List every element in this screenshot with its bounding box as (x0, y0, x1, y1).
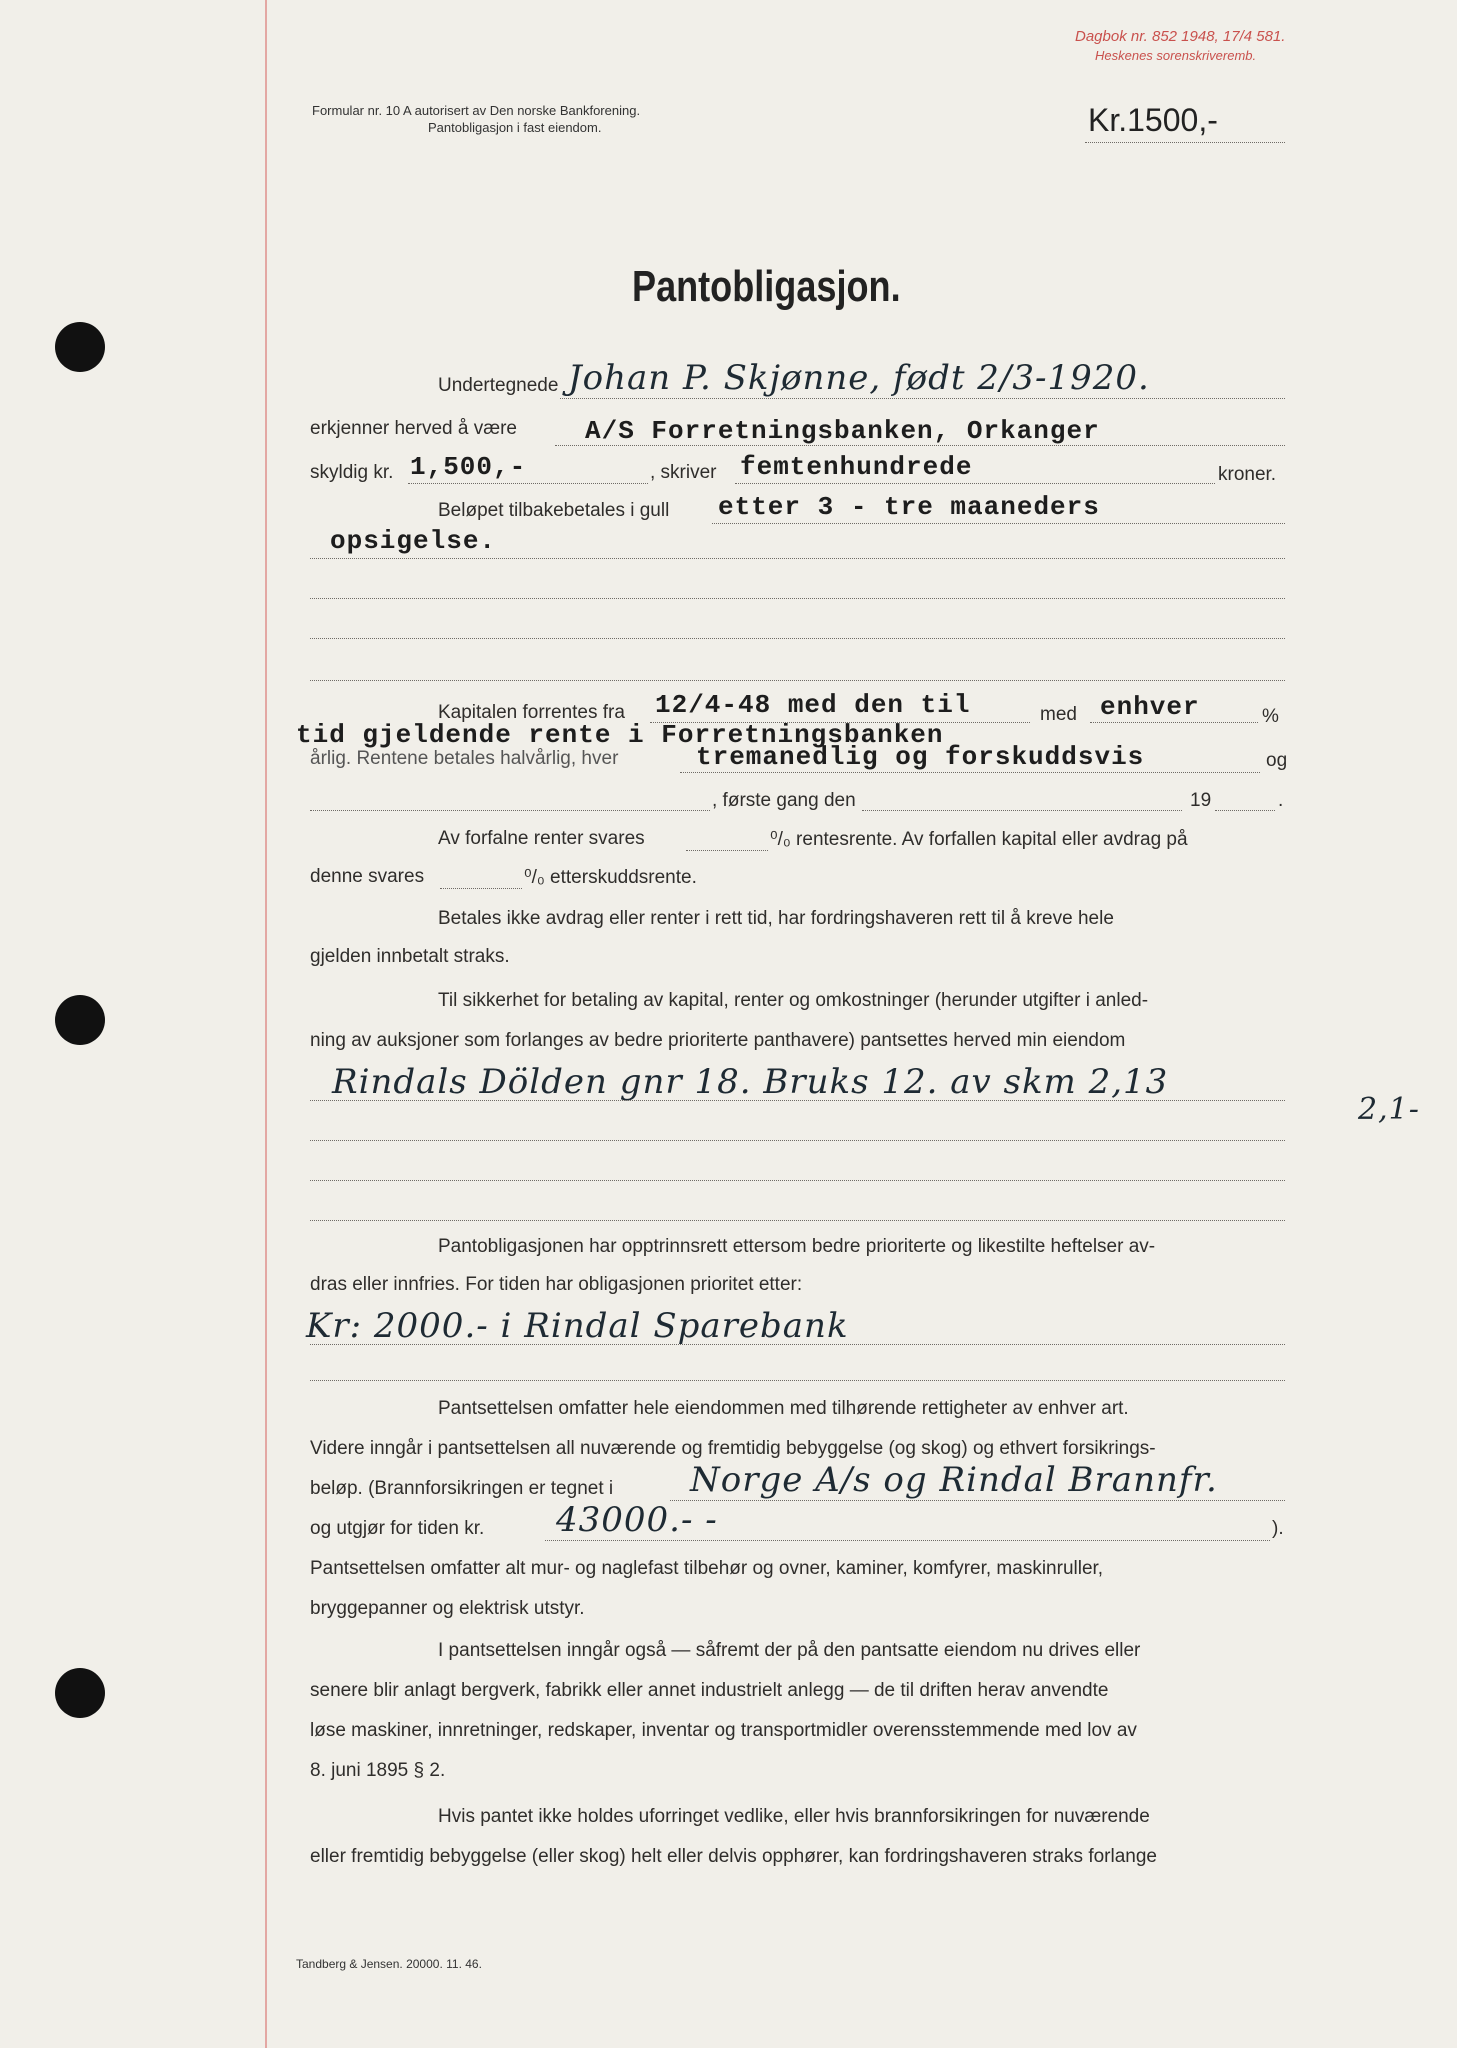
property-handwritten-2: 2,1- (1358, 1092, 1420, 1127)
rule (555, 445, 1285, 446)
rule (862, 810, 1182, 811)
p2-line2: gjelden innbetalt straks. (310, 946, 510, 967)
signer-handwritten: Johan P. Skjønne, født 2/3-1920. (568, 358, 1150, 398)
belopet-typed-2: opsigelse. (330, 526, 497, 556)
registry-stamp-top: Dagbok nr. 852 1948, 17/4 581. (1075, 28, 1286, 45)
arlig-label: årlig. Rentene betales halvårlig, hver (310, 748, 619, 769)
rule (310, 680, 1285, 681)
document-title: Pantobligasjon. (632, 262, 901, 311)
tremaned-typed: tremanedlig og forskuddsvis (696, 742, 1145, 772)
p1-line1-b: ⁰/₀ rentesrente. Av forfallen kapital eller avdrag på (770, 829, 1188, 850)
punch-hole-bottom (55, 1668, 105, 1718)
rule (310, 1140, 1285, 1141)
p4-line1: Pantobligasjonen har opptrinnsrett ettersom bedre prioriterte og likestilte heftelser av- (438, 1236, 1156, 1257)
insurer-handwritten: Norge A/s og Rindal Brannfr. (690, 1460, 1218, 1500)
med-label: med (1040, 704, 1077, 725)
rule (310, 638, 1285, 639)
printer-footer: Tandberg & Jensen. 20000. 11. 46. (296, 1957, 482, 1971)
skriver-words-typed: femtenhundrede (740, 452, 973, 482)
rule (310, 1100, 1285, 1101)
rule (310, 810, 710, 811)
rule (1215, 810, 1275, 811)
rule (1090, 722, 1258, 723)
p1-line2-b: ⁰/₀ etterskuddsrente. (524, 867, 697, 888)
rule (712, 523, 1285, 524)
undertegnede-label: Undertegnede (438, 375, 559, 396)
rule (310, 558, 1285, 559)
year-label: 19 (1190, 790, 1212, 811)
skyldig-label: skyldig kr. (310, 462, 394, 483)
p5-close-paren: ). (1272, 1518, 1284, 1539)
p2-line1: Betales ikke avdrag eller renter i rett tid, har fordringshaveren rett til å kreve hele (438, 908, 1114, 929)
p3-line1: Til sikkerhet for betaling av kapital, renter og omkostninger (herunder utgifter i anled- (438, 990, 1149, 1011)
p6-line2: senere blir anlagt bergverk, fabrikk eller annet industrielt anlegg — de til driften herav anvendte (310, 1680, 1109, 1701)
kapital-label: Kapitalen forrentes fra (438, 702, 625, 723)
p7-line1: Hvis pantet ikke holdes uforringet vedlike, eller hvis brannforsikringen for nuværende (438, 1806, 1150, 1827)
rule (686, 850, 768, 851)
rule (735, 483, 1215, 484)
rule (680, 772, 1260, 773)
p5-line4: og utgjør for tiden kr. (310, 1518, 485, 1539)
og-label: og (1266, 750, 1288, 771)
p6-line4: 8. juni 1895 § 2. (310, 1760, 446, 1781)
insured-amount-handwritten: 43000.- - (556, 1500, 718, 1540)
year-period: . (1278, 790, 1284, 811)
form-notice-line1: Formular nr. 10 A autorisert av Den norske Bankforening. (312, 103, 641, 118)
p7-line2: eller fremtidig bebyggelse (eller skog) helt eller delvis opphører, kan fordringshaveren straks forlange (310, 1846, 1157, 1867)
p1-line2-a: denne svares (310, 866, 425, 887)
skriver-label: , skriver (650, 462, 717, 483)
header-amount: Kr.1500,- (1088, 102, 1218, 138)
rule (670, 1500, 1285, 1501)
percent-sign: % (1262, 706, 1279, 727)
belopet-typed: etter 3 - tre maaneders (718, 492, 1100, 522)
punch-hole-top (55, 322, 105, 372)
p5-line5: Pantsettelsen omfatter alt mur- og naglefast tilbehør og ovner, kaminer, komfyrer, maskinruller, (310, 1558, 1104, 1579)
rule (560, 398, 1285, 399)
property-handwritten: Rindals Dölden gnr 18. Bruks 12. av skm 2,13 (332, 1062, 1169, 1102)
bank-typed: A/S Forretningsbanken, Orkanger (585, 416, 1100, 446)
rule (310, 1380, 1285, 1381)
forste-gang-label: , første gang den (712, 790, 856, 811)
rule (310, 1180, 1285, 1181)
priority-handwritten: Kr: 2000.- i Rindal Sparebank (306, 1306, 849, 1346)
rule (310, 1344, 1285, 1345)
p5-line6: bryggepanner og elektrisk utstyr. (310, 1598, 585, 1619)
rule (545, 1540, 1270, 1541)
p5-line2: Videre inngår i pantsettelsen all nuværende og fremtidig bebyggelse (og skog) og ethvert forsikrings- (310, 1438, 1156, 1459)
enhver-typed: enhver (1100, 692, 1200, 722)
rule (440, 888, 522, 889)
p5-line1: Pantsettelsen omfatter hele eiendommen med tilhørende rettigheter av enhver art. (438, 1398, 1129, 1419)
margin-line (265, 0, 267, 2048)
kapital-typed: 12/4-48 med den til (655, 690, 971, 720)
p6-line1: I pantsettelsen inngår også — såfremt der på den pantsatte eiendom nu drives eller (438, 1640, 1141, 1661)
rente-typed: tid gjeldende rente i Forretningsbanken (296, 720, 944, 750)
rule (310, 1220, 1285, 1221)
p4-line2: dras eller innfries. For tiden har obligasjonen prioritet etter: (310, 1274, 803, 1295)
p3-line2: ning av auksjoner som forlanges av bedre prioriterte panthavere) pantsettes herved min eiendom (310, 1030, 1126, 1051)
kroner-label: kroner. (1218, 464, 1277, 485)
p5-line3: beløp. (Brannforsikringen er tegnet i (310, 1478, 614, 1499)
skyldig-amount-typed: 1,500,- (410, 452, 527, 482)
rule (408, 483, 648, 484)
form-notice-line2: Pantobligasjon i fast eiendom. (428, 120, 602, 135)
punch-hole-middle (55, 995, 105, 1045)
p6-line3: løse maskiner, innretninger, redskaper, inventar og transportmidler overensstemmende med lov av (310, 1720, 1137, 1741)
header-amount-rule (1085, 142, 1285, 143)
erkjenner-label: erkjenner herved å være (310, 418, 517, 439)
rule (310, 598, 1285, 599)
belopet-label: Beløpet tilbakebetales i gull (438, 500, 670, 521)
registry-stamp-bottom: Heskenes sorenskriveremb. (1095, 48, 1257, 63)
p1-line1-a: Av forfalne renter svares (438, 828, 645, 849)
